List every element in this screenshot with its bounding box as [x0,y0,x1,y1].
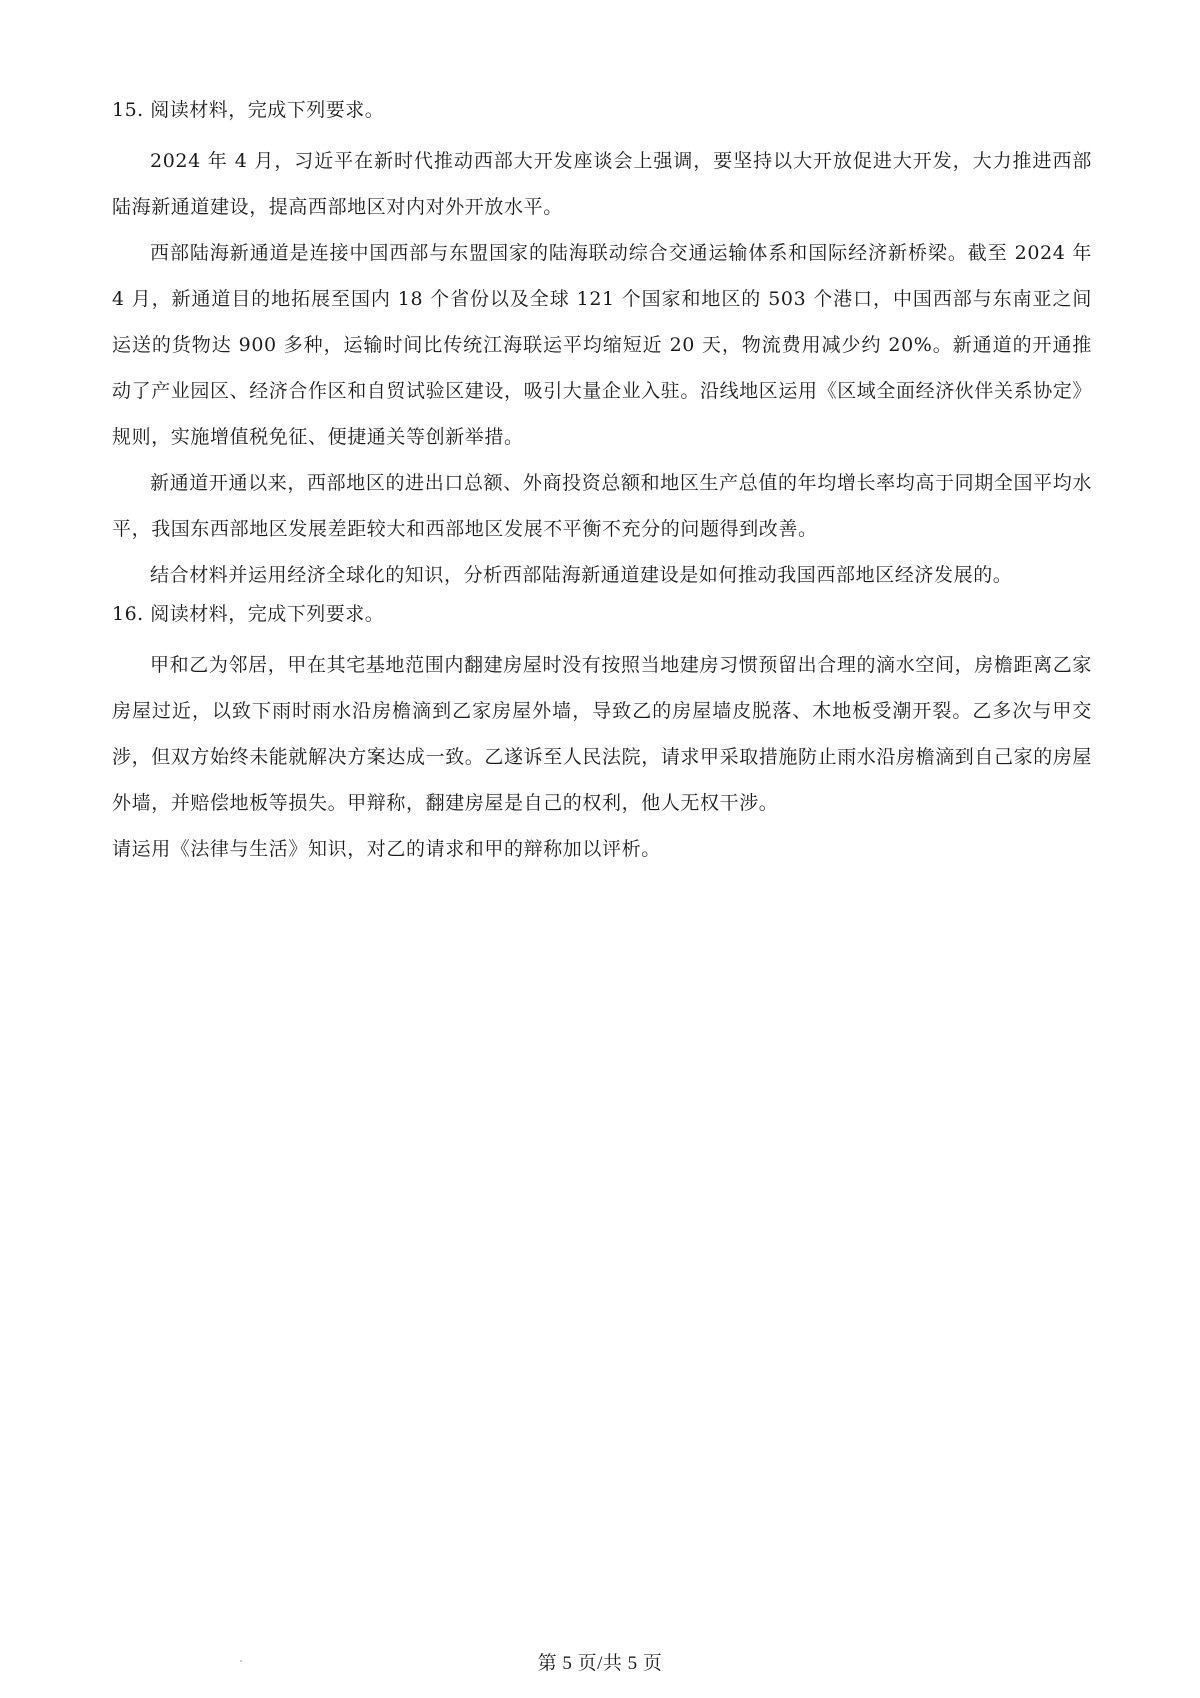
question-16-title: 16. 阅读材料，完成下列要求。 [112,603,385,625]
question-16-prompt: 请运用《法律与生活》知识，对乙的请求和甲的辩称加以评析。 [112,838,661,860]
question-15-paragraph-3: 新通道开通以来，西部地区的进出口总额、外商投资总额和地区生产总值的年均增长率均高于同期全国平均水平，我国东西部地区发展差距较大和西部地区发展不平衡不充分的问题得到改善。 [112,472,1092,540]
question-15-paragraph-1: 2024 年 4 月，习近平在新时代推动西部大开发座谈会上强调，要坚持以大开放促进大开发，大力推进西部陆海新通道建设，提高西部地区对内对外开放水平。 [112,150,1092,218]
question-15-title: 15. 阅读材料，完成下列要求。 [112,99,385,121]
page-number-footer: 第 5 页/共 5 页 [537,1653,663,1674]
question-15-paragraph-2: 西部陆海新通道是连接中国西部与东盟国家的陆海联动综合交通运输体系和国际经济新桥梁。截至 2024 年 4 月，新通道目的地拓展至国内 18 个省份以及全球 121 个国家和地区的 503 个港口，中国西部与东南亚之间运送的货物达 900 多种，运输时间比传统江海联运平均缩短近 20 天，物流费用减少约 20%。新通道的开通推动了产业园区、经济合作区和自贸试验区建设，吸引大量企业入驻。沿线地区运用《区域全面经济伙伴关系协定》规则，实施增值税免征、便捷通关等创新举措。 [112,242,1093,448]
question-15 [112,96,1092,598]
question-16 [112,600,1092,872]
question-15-prompt: 结合材料并运用经济全球化的知识，分析西部陆海新通道建设是如何推动我国西部地区经济发展的。 [150,564,1013,586]
page-content [112,96,1092,872]
question-16-paragraph-1: 甲和乙为邻居，甲在其宅基地范围内翻建房屋时没有按照当地建房习惯预留出合理的滴水空间，房檐距离乙家房屋过近，以致下雨时雨水沿房檐滴到乙家房屋外墙，导致乙的房屋墙皮脱落、木地板受潮开裂。乙多次与甲交涉，但双方始终未能就解决方案达成一致。乙遂诉至人民法院，请求甲采取措施防止雨水沿房檐滴到自己家的房屋外墙，并赔偿地板等损失。甲辩称，翻建房屋是自己的权利，他人无权干涉。 [112,654,1093,814]
